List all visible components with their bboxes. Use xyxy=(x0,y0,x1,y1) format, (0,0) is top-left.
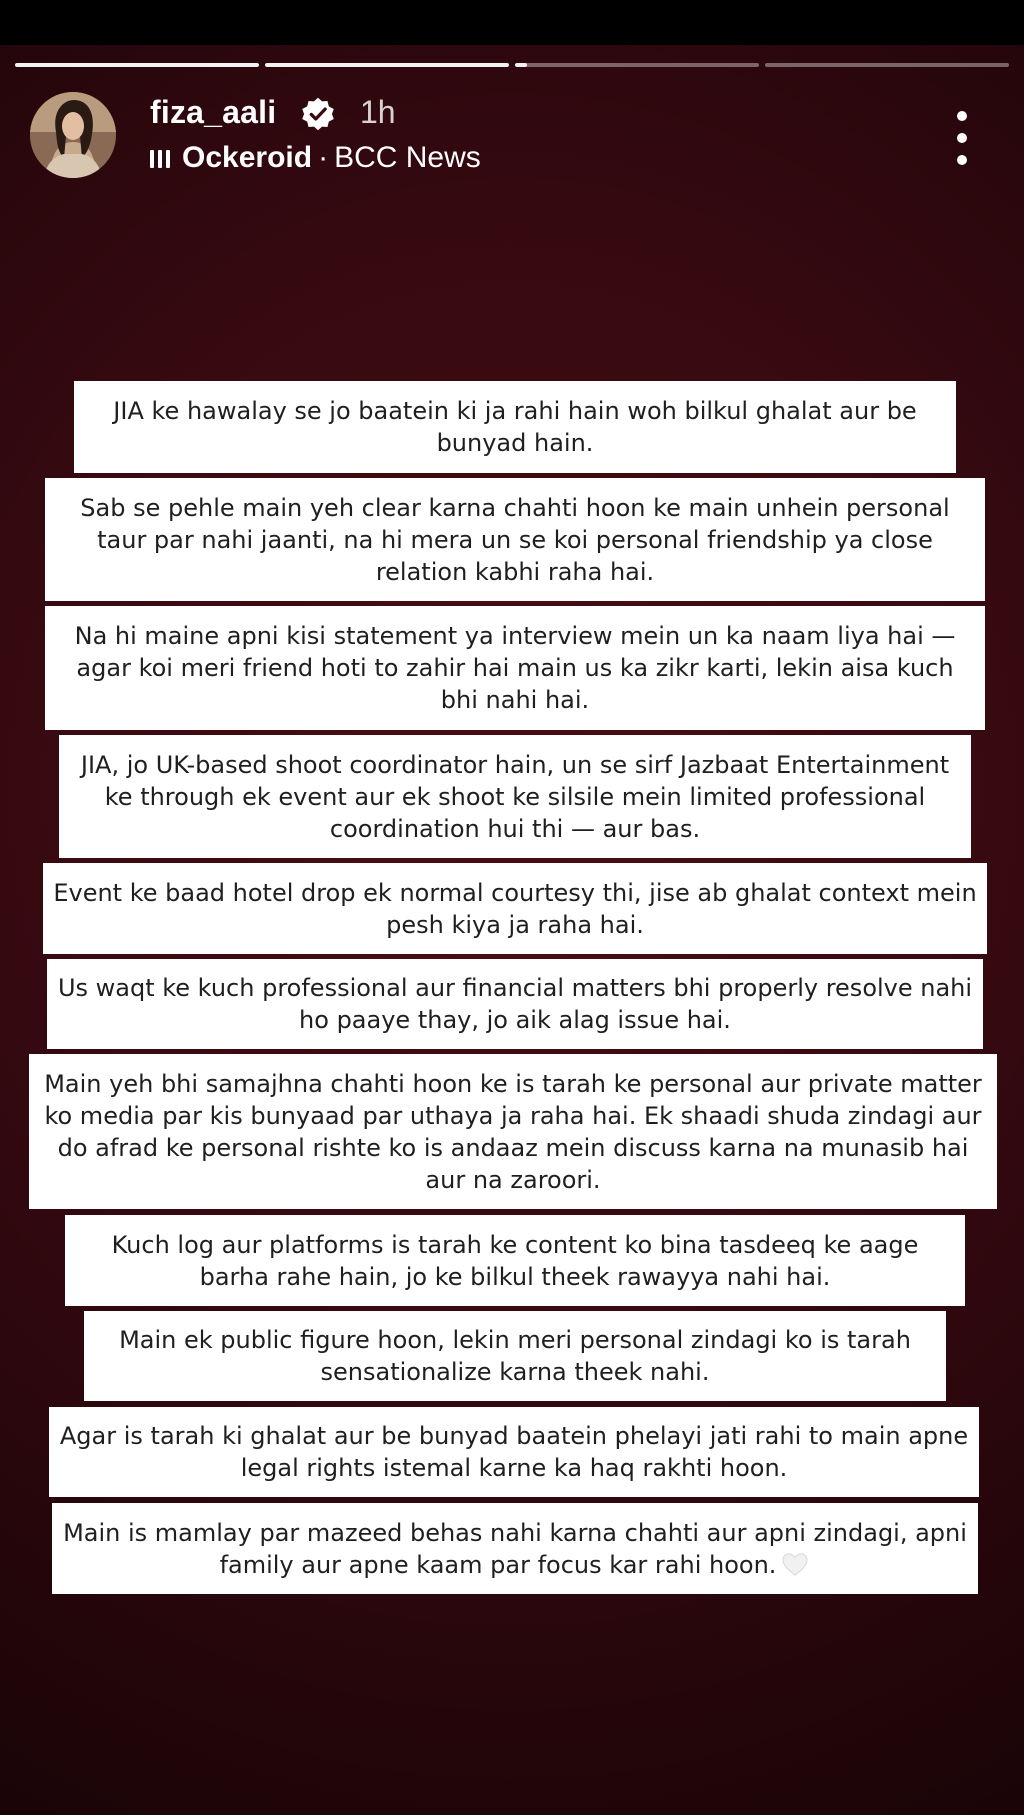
music-bars-icon xyxy=(150,148,170,168)
post-time: 1h xyxy=(360,94,396,130)
progress-segment xyxy=(265,63,509,67)
more-vertical-icon[interactable] xyxy=(947,111,975,165)
text-card xyxy=(65,1215,965,1306)
statement-text: Event ke baad hotel drop ek normal courtesy thi, jise ab ghalat context mein pesh kiya ja raha hai. xyxy=(53,878,977,939)
verified-badge-icon xyxy=(300,96,336,132)
progress-segment xyxy=(15,63,259,67)
statement-text: Main yeh bhi samajhna chahti hoon ke is tarah ke personal aur private matter ko media par kis bunyaad par uthaya ja raha hai. Ek shaadi shuda zindagi aur do afrad ke personal rishte ko is andaaz mein discuss karna na munasib hai aur na zaroori. xyxy=(44,1069,982,1194)
text-card xyxy=(59,735,971,858)
story-view[interactable] xyxy=(0,45,1024,1815)
statement-text: JIA, jo UK-based shoot coordinator hain, un se sirf Jazbaat Entertainment ke through ek event aur ek shoot ke silsile mein limited professional coordination hui thi — aur bas. xyxy=(80,750,950,843)
avatar[interactable] xyxy=(30,92,116,178)
text-card xyxy=(29,1054,997,1209)
statement-text: Agar is tarah ki ghalat aur be bunyad baatein phelayi jati rahi to main apne legal rights istemal karne ka haq rakhti hoon. xyxy=(59,1422,969,1482)
statement-text: JIA ke hawalay se jo baatein ki ja rahi hain woh bilkul ghalat aur be bunyad hain. xyxy=(113,397,917,457)
text-card xyxy=(45,478,985,601)
text-card xyxy=(74,381,956,473)
statement-text: Us waqt ke kuch professional aur financial matters bhi properly resolve nahi ho paaye thay, jo aik alag issue hai. xyxy=(57,974,973,1034)
statement-text-content: Main is mamlay par mazeed behas nahi karna chahti aur apni zindagi, apni family aur apne kaam par focus kar rahi hoon. xyxy=(63,1518,967,1579)
statement-text: Kuch log aur platforms is tarah ke content ko bina tasdeeq ke aage barha rahe hain, jo ke bilkul theek rawayya nahi hai. xyxy=(111,1230,919,1291)
statement-text: Sab se pehle main yeh clear karna chahti hoon ke main unhein personal taur par nahi jaanti, na hi mera un se koi personal friendship ya close relation kabhi raha hai. xyxy=(80,493,950,586)
music-track: BCC News xyxy=(334,141,481,174)
music-artist: Ockeroid xyxy=(182,141,313,174)
story-progress-bar xyxy=(15,63,1009,67)
progress-segment xyxy=(515,63,759,67)
statement-text: Na hi maine apni kisi statement ya interview mein un ka naam liya hai — agar koi meri friend hoti to zahir hai main us ka zikr karti, lekin aisa kuch bhi nahi hai. xyxy=(74,622,956,714)
statement-text: Main ek public figure hoon, lekin meri personal zindagi ko is tarah sensationalize karna theek nahi. xyxy=(119,1326,911,1386)
statement-text xyxy=(62,1517,968,1581)
text-card xyxy=(49,1407,979,1497)
text-card xyxy=(47,959,983,1049)
text-card xyxy=(84,1311,946,1401)
progress-segment xyxy=(765,63,1009,67)
text-card xyxy=(52,1503,978,1594)
separator-dot: · xyxy=(318,141,329,174)
music-attribution[interactable] xyxy=(150,141,481,175)
username[interactable]: fiza_aali xyxy=(150,94,277,130)
white-heart-icon xyxy=(780,1551,810,1577)
text-card xyxy=(43,863,987,954)
text-card xyxy=(45,606,985,730)
